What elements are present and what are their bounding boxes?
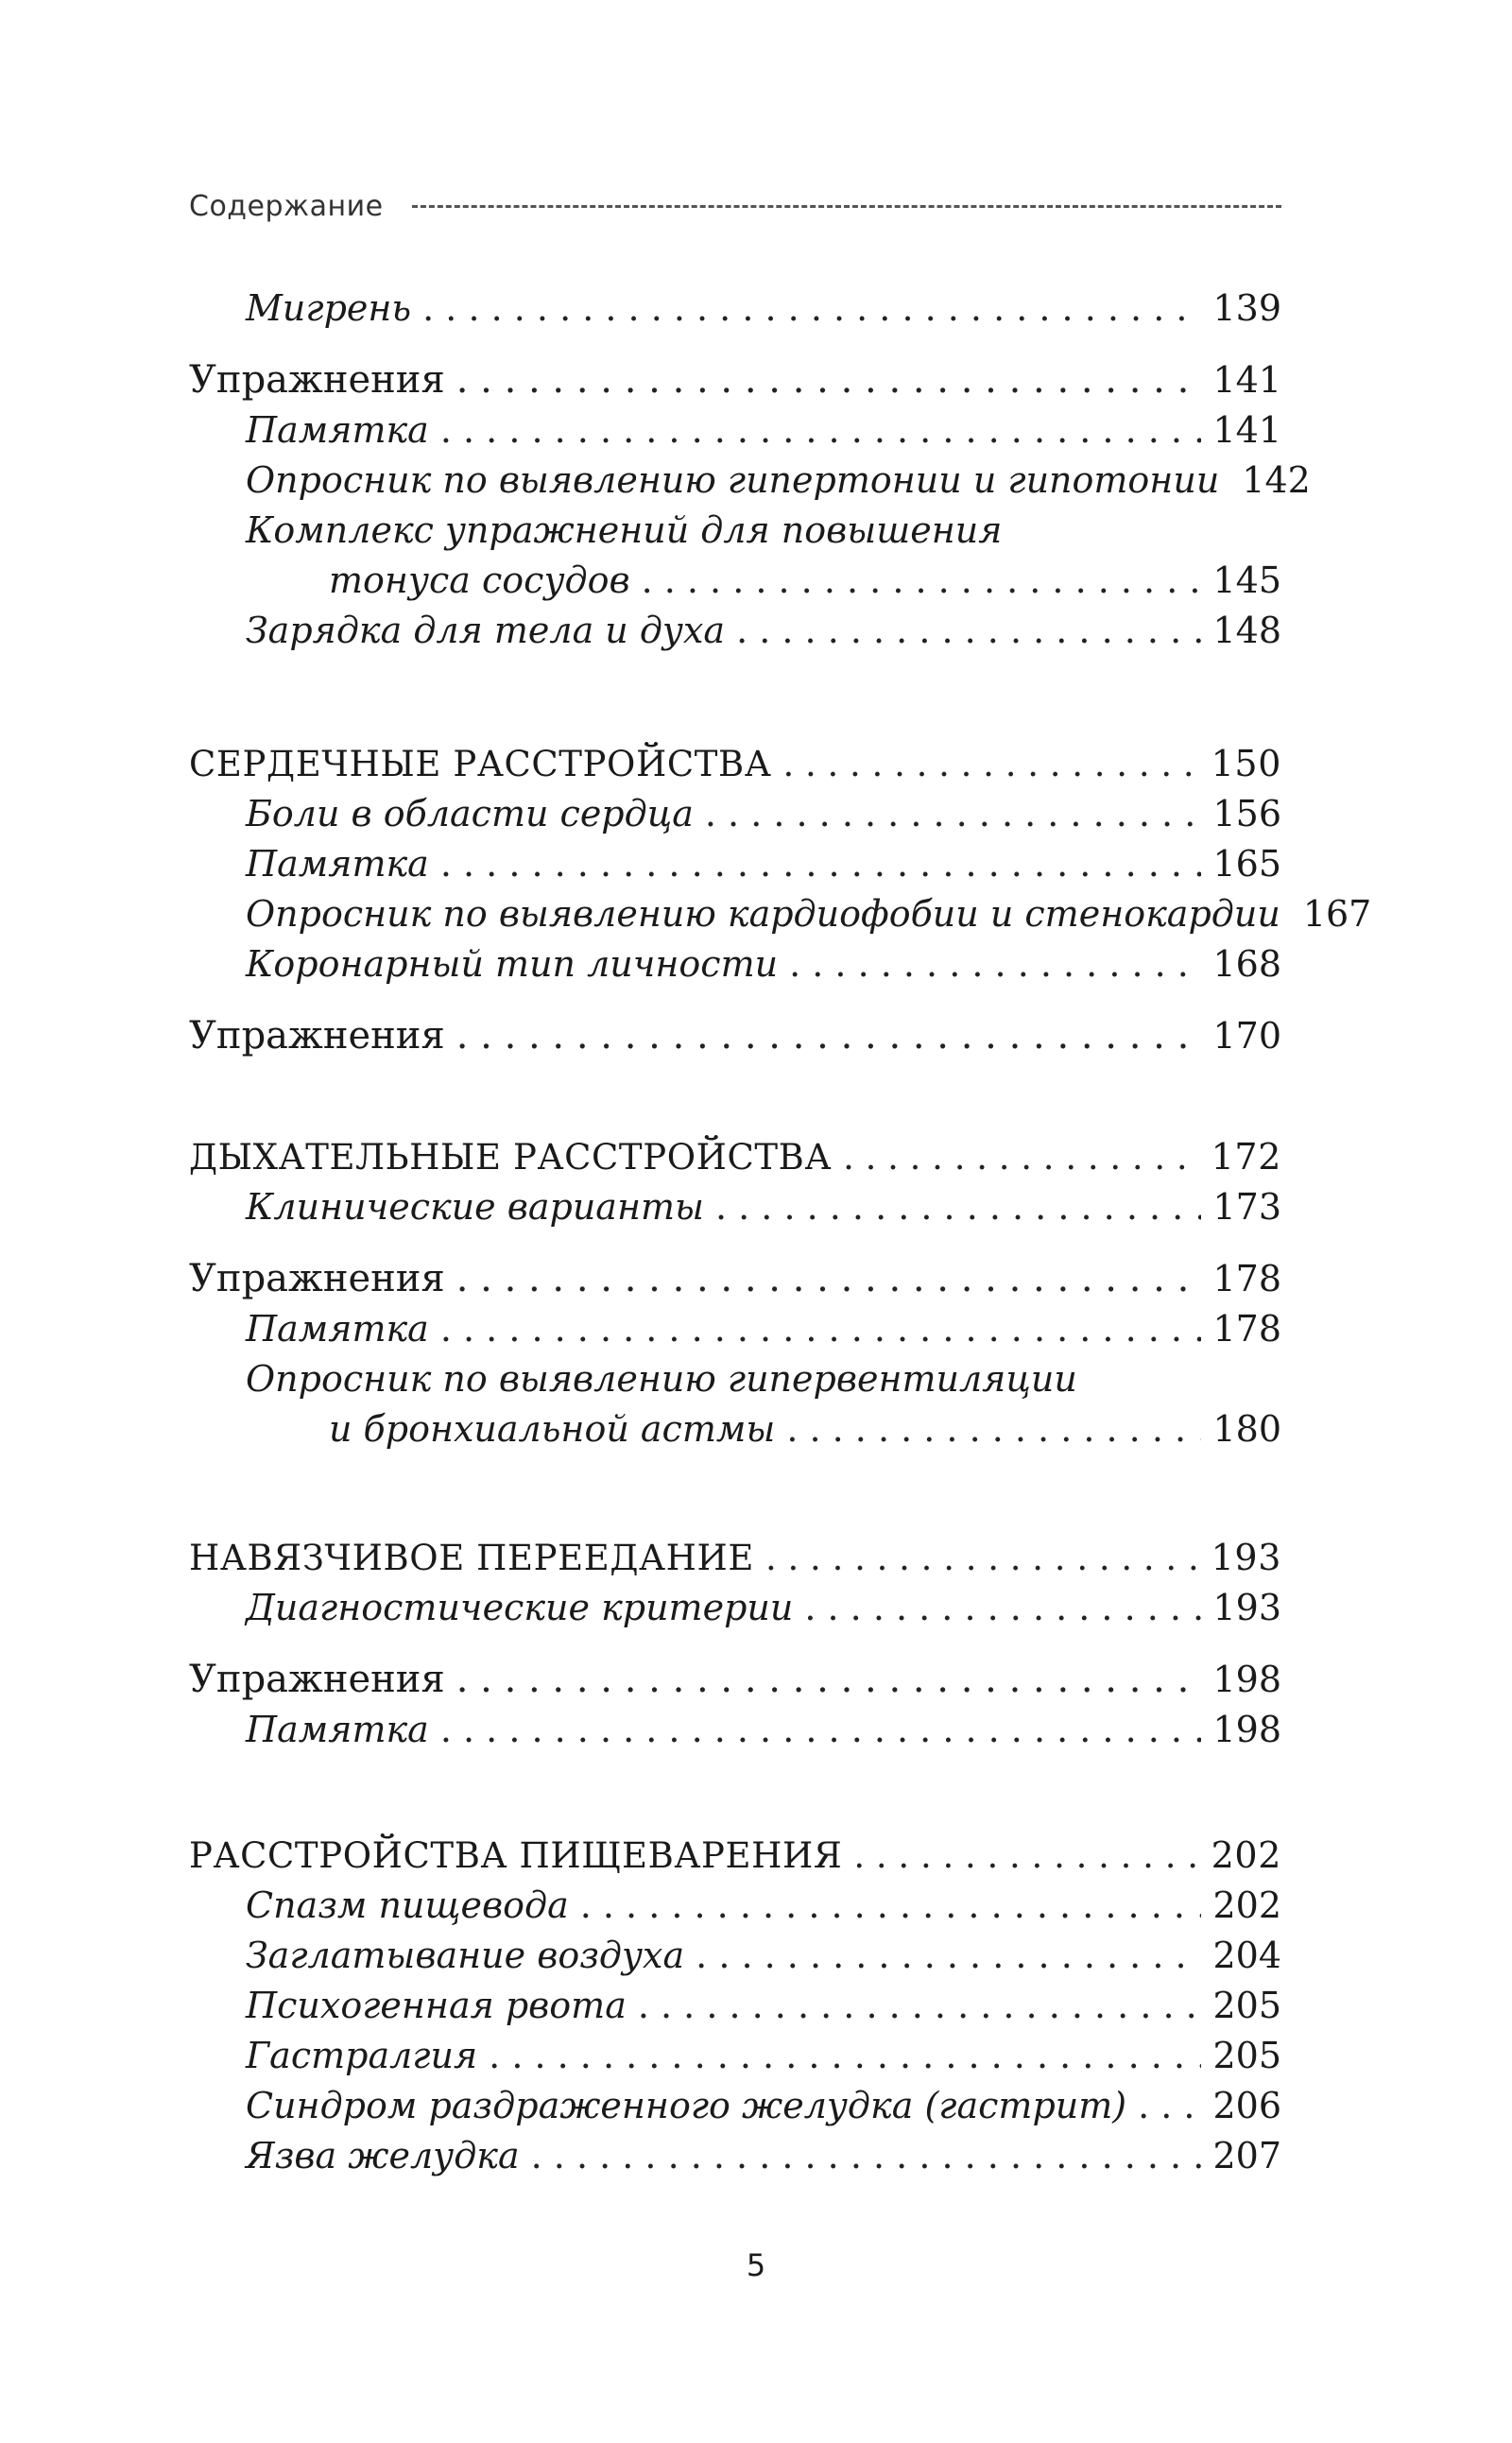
toc-entry xyxy=(189,1132,1281,1181)
toc-entry-label: Памятка xyxy=(246,843,429,885)
dot-leader xyxy=(786,1404,1201,1454)
dot-leader xyxy=(789,939,1201,989)
toc-entry xyxy=(246,1583,1281,1632)
toc-page-number: 204 xyxy=(1212,1935,1281,1976)
toc-entry xyxy=(246,939,1281,989)
dot-leader xyxy=(765,1534,1200,1583)
toc-entry xyxy=(246,1304,1281,1353)
dot-leader xyxy=(1138,2081,1201,2130)
toc-entry xyxy=(246,405,1281,455)
toc-entry xyxy=(246,1705,1281,1754)
toc-entry xyxy=(246,1981,1281,2030)
toc-entry-label: Гастралгия xyxy=(246,2035,478,2076)
toc-page-number: 145 xyxy=(1212,559,1281,601)
toc-page-number: 156 xyxy=(1212,793,1281,834)
toc-entry-label: Упражнения xyxy=(189,1257,445,1300)
toc-entry-label: Клинические варианты xyxy=(246,1186,704,1228)
dot-leader xyxy=(843,1133,1200,1182)
toc-entry-label: Упражнения xyxy=(189,1014,445,1058)
toc-entry-label: ДЫХАТЕЛЬНЫЕ РАССТРОЙСТВА xyxy=(189,1137,833,1178)
toc-page-number: 205 xyxy=(1212,2035,1281,2076)
running-head-rule xyxy=(412,205,1281,208)
dot-leader xyxy=(853,1832,1199,1881)
toc-entry-label: Упражнения xyxy=(189,1658,445,1701)
toc-entry-label: Коронарный тип личности xyxy=(246,943,779,985)
toc-page-number: 198 xyxy=(1212,1709,1281,1750)
toc-entry xyxy=(246,2131,1281,2180)
dot-leader xyxy=(705,789,1202,838)
toc-entry xyxy=(189,1254,1281,1303)
dot-leader xyxy=(489,2031,1201,2080)
toc-entry xyxy=(246,506,1281,555)
toc-entry-label: Заглатывание воздуха xyxy=(246,1935,685,1976)
toc-entry xyxy=(246,889,1372,938)
dot-leader xyxy=(531,2131,1202,2180)
toc-entry xyxy=(189,1011,1281,1060)
toc-page-number: 141 xyxy=(1212,359,1281,401)
running-head-title: Содержание xyxy=(189,189,384,223)
toc-entry xyxy=(246,1354,1281,1403)
toc-entry-label: Опросник по выявлению гипервентиляции xyxy=(246,1358,1077,1400)
toc-page-number: 178 xyxy=(1212,1258,1281,1299)
toc-entry xyxy=(246,606,1281,655)
dot-leader xyxy=(736,606,1201,655)
toc-entry-label: Диагностические критерии xyxy=(246,1587,794,1628)
toc-entry xyxy=(246,456,1311,505)
toc-page-number: 193 xyxy=(1212,1587,1281,1628)
toc-page-number: 202 xyxy=(1212,1884,1281,1926)
toc-entry xyxy=(246,789,1281,838)
toc-page-number: 167 xyxy=(1302,893,1372,935)
toc-entry-label: Опросник по выявлению кардиофобии и стенокардии xyxy=(246,893,1280,935)
toc-entry-label: Памятка xyxy=(246,409,429,451)
toc-page-number: 150 xyxy=(1211,743,1281,784)
toc-entry xyxy=(246,284,1281,333)
toc-page-number: 202 xyxy=(1211,1834,1281,1876)
toc-entry-label: РАССТРОЙСТВА ПИЩЕВАРЕНИЯ xyxy=(189,1835,843,1876)
dot-leader xyxy=(456,1254,1202,1303)
toc-page-number: 198 xyxy=(1212,1659,1281,1700)
toc-entry-label: Памятка xyxy=(246,1709,429,1750)
running-head xyxy=(189,187,1281,225)
toc-page-number: 180 xyxy=(1212,1408,1281,1450)
toc-entry xyxy=(246,1931,1281,1980)
toc-page-number: 205 xyxy=(1212,1985,1281,2026)
toc-entry xyxy=(246,839,1281,888)
dot-leader xyxy=(422,284,1201,333)
toc-entry-label: НАВЯЗЧИВОЕ ПЕРЕЕДАНИЕ xyxy=(189,1538,755,1578)
toc-entry xyxy=(189,355,1281,404)
toc-entry xyxy=(246,1881,1281,1930)
dot-leader xyxy=(456,1655,1202,1704)
toc-entry-label: Опросник по выявлению гипертонии и гипотонии xyxy=(246,459,1220,501)
toc-entry xyxy=(246,1182,1281,1231)
toc-entry-label: Боли в области сердца xyxy=(246,793,694,834)
dot-leader xyxy=(804,1583,1201,1632)
toc-entry xyxy=(189,1831,1281,1880)
dot-leader xyxy=(715,1182,1202,1231)
toc-entry-label: Зарядка для тела и духа xyxy=(246,610,726,651)
toc-page-number: 170 xyxy=(1212,1015,1281,1057)
dot-leader xyxy=(638,1981,1202,2030)
toc-entry-label: Психогенная рвота xyxy=(246,1985,627,2026)
toc-page-number: 193 xyxy=(1211,1537,1281,1578)
toc-entry xyxy=(246,2081,1281,2130)
toc-entry-label: Спазм пищевода xyxy=(246,1884,569,1926)
toc-entry xyxy=(329,556,1281,605)
toc-page-number: 206 xyxy=(1212,2085,1281,2126)
toc-entry-label: Памятка xyxy=(246,1308,429,1350)
toc-entry xyxy=(189,739,1281,788)
toc-entry xyxy=(329,1404,1281,1454)
toc-page-number: 165 xyxy=(1212,843,1281,885)
toc-page-number: 172 xyxy=(1211,1136,1281,1178)
dot-leader xyxy=(696,1931,1201,1980)
dot-leader xyxy=(440,839,1202,888)
dot-leader xyxy=(440,405,1202,455)
toc-entry-label: Комплекс упражнений для повышения xyxy=(246,509,1003,551)
toc-entry-label: СЕРДЕЧНЫЕ РАССТРОЙСТВА xyxy=(189,744,772,784)
toc-page-number: 173 xyxy=(1212,1186,1281,1228)
toc-entry-label: Синдром раздраженного желудка (гастрит) xyxy=(246,2085,1127,2126)
toc-page-number: 148 xyxy=(1212,610,1281,651)
toc-page-number: 178 xyxy=(1212,1308,1281,1350)
page-number: 5 xyxy=(746,2247,766,2283)
dot-leader xyxy=(456,1011,1202,1060)
dot-leader xyxy=(782,740,1199,789)
toc-page-number: 207 xyxy=(1212,2135,1281,2176)
toc-entry-label: и бронхиальной астмы xyxy=(329,1408,776,1450)
toc-entry xyxy=(246,2031,1281,2080)
toc-entry xyxy=(189,1533,1281,1582)
toc-entry-label: Мигрень xyxy=(246,287,412,329)
dot-leader xyxy=(440,1304,1202,1353)
toc-page-number: 141 xyxy=(1212,409,1281,451)
toc-page-number: 142 xyxy=(1242,459,1311,501)
toc-entry-label: Язва желудка xyxy=(246,2135,520,2176)
dot-leader xyxy=(456,355,1202,404)
toc-entry-label: тонуса сосудов xyxy=(329,559,630,601)
toc-entry-label: Упражнения xyxy=(189,358,445,402)
toc-page-number: 168 xyxy=(1212,943,1281,985)
toc-entry xyxy=(189,1655,1281,1704)
dot-leader xyxy=(580,1881,1202,1930)
dot-leader xyxy=(440,1705,1202,1754)
dot-leader xyxy=(642,556,1202,605)
toc-page-number: 139 xyxy=(1212,287,1281,329)
